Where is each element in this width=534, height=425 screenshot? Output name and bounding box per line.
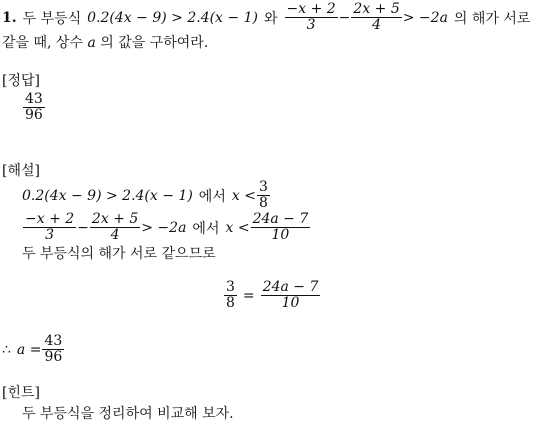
problem-tail-3: 의 값을 구하여라.: [100, 35, 209, 51]
solution-line-2: [22, 212, 311, 243]
solution-line-1-text: 에서: [198, 188, 226, 205]
solution-fraction-c: [251, 212, 311, 243]
solution-line-2-x: x <: [225, 219, 250, 236]
problem-tail-1: 의 해가 서로: [453, 10, 531, 27]
solution-inequality-rhs: > −2a: [141, 219, 187, 236]
answer-numerator: 43: [25, 91, 43, 107]
equation-right-denominator: 10: [281, 295, 300, 311]
solution-line-1: [22, 180, 271, 211]
solution-fraction-3-8: [257, 180, 270, 211]
equation-left-denominator: 8: [226, 295, 235, 311]
hint-text: 두 부등식을 정리하여 비교해 보자.: [22, 406, 234, 422]
solution-fraction-c-numerator: 24a − 7: [252, 211, 309, 227]
solution-label: [해설]: [2, 163, 40, 179]
result-lhs: a =: [16, 341, 42, 358]
equation-left-fraction: [224, 280, 237, 311]
solution-fraction-b-denominator: 4: [110, 227, 120, 243]
solution-equation: [223, 280, 321, 311]
fraction-b-numerator: 2x + 5: [353, 1, 400, 17]
equals-sign: =: [242, 287, 255, 304]
answer-denominator: 96: [25, 107, 43, 123]
problem-tail-2: 같을 때, 상수: [2, 35, 83, 51]
problem-line-2: [2, 34, 208, 52]
solution-fraction-b-numerator: 2x + 5: [91, 211, 139, 227]
solution-line-2-text: 에서: [192, 220, 220, 237]
result-fraction: [42, 334, 64, 365]
result-denominator: 96: [44, 349, 63, 365]
problem-lead: 두 부등식: [22, 10, 82, 27]
solution-fraction-a-numerator: −x + 2: [25, 211, 75, 227]
solution-result: [2, 334, 65, 365]
problem-line-1: [2, 2, 530, 33]
equation-right-numerator: 24a − 7: [262, 279, 319, 295]
solution-fraction-b: [90, 212, 140, 243]
answer-value: [22, 92, 46, 123]
fraction-a-numerator: −x + 2: [286, 1, 336, 17]
inequality-rhs: > −2a: [402, 9, 448, 26]
fraction-a: [285, 2, 338, 33]
problem-number: 1.: [2, 9, 17, 26]
solution-line-3: 두 부등식의 해가 서로 같으므로: [22, 246, 216, 262]
answer-fraction: [23, 92, 45, 123]
fraction-b-denominator: 4: [372, 17, 382, 33]
inequality-1: 0.2(4x − 9) > 2.4(x − 1): [87, 9, 258, 26]
equation-left-numerator: 3: [226, 279, 235, 295]
solution-fraction-c-denominator: 10: [271, 227, 290, 243]
solution-fraction-a: [23, 212, 76, 243]
solution-fraction-a-denominator: 3: [45, 227, 55, 243]
solution-minus-sign: −: [77, 219, 89, 236]
solution-line-1-x: x <: [231, 187, 256, 204]
equation-right-fraction: [261, 280, 321, 311]
problem-and: 와: [263, 10, 278, 27]
fraction-a-denominator: 3: [306, 17, 316, 33]
therefore-symbol: ∴: [2, 341, 11, 358]
problem-variable: a: [87, 35, 96, 51]
hint-label: [힌트]: [2, 385, 40, 401]
solution-inequality-1: 0.2(4x − 9) > 2.4(x − 1): [22, 187, 193, 204]
solution-fraction-3-8-numerator: 3: [258, 179, 268, 195]
solution-fraction-3-8-denominator: 8: [258, 195, 268, 211]
minus-sign: −: [338, 9, 351, 26]
result-numerator: 43: [44, 333, 63, 349]
answer-label: [정답]: [2, 73, 40, 89]
fraction-b: [351, 2, 401, 33]
